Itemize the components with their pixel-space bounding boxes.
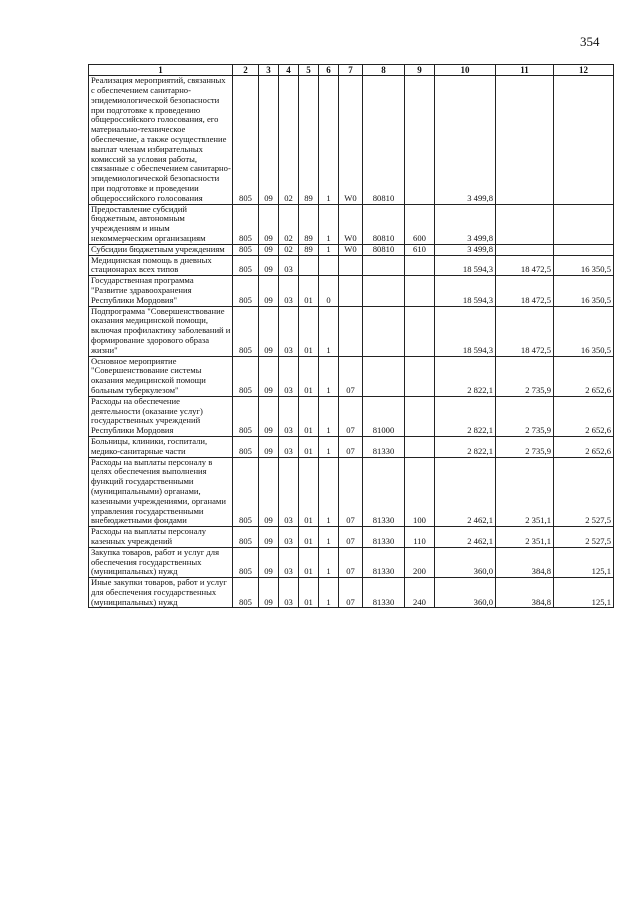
cell-col-11: 18 472,5 [496, 276, 554, 306]
cell-col-11: 18 472,5 [496, 255, 554, 276]
row-name: Расходы на выплаты персоналу казенных учреждений [89, 527, 233, 548]
cell-col-3: 09 [259, 255, 279, 276]
row-name: Расходы на выплаты персоналу в целях обеспечения выполнения функций государственными (муниципальными) органами, казенными учреждениями, органами управления государственными внебюджетными фондами [89, 457, 233, 527]
cell-col-12: 125,1 [554, 578, 614, 608]
cell-col-8: 80810 [363, 244, 405, 255]
col-header: 10 [435, 65, 496, 76]
cell-col-2: 805 [233, 276, 259, 306]
table-body [89, 76, 614, 608]
cell-col-6: 0 [319, 276, 339, 306]
cell-col-12: 2 652,6 [554, 396, 614, 436]
cell-col-5: 01 [299, 547, 319, 577]
cell-col-6: 1 [319, 436, 339, 457]
cell-col-7: 07 [339, 527, 363, 548]
cell-col-4: 03 [279, 578, 299, 608]
cell-col-8: 81330 [363, 436, 405, 457]
cell-col-2: 805 [233, 396, 259, 436]
cell-col-10: 3 499,8 [435, 204, 496, 244]
cell-col-5 [299, 255, 319, 276]
cell-col-5: 01 [299, 457, 319, 527]
cell-col-6: 1 [319, 578, 339, 608]
cell-col-4: 03 [279, 527, 299, 548]
col-header: 3 [259, 65, 279, 76]
col-header: 11 [496, 65, 554, 76]
table-row [89, 527, 614, 548]
cell-col-9: 240 [405, 578, 435, 608]
cell-col-8: 80810 [363, 76, 405, 204]
cell-col-12: 16 350,5 [554, 306, 614, 356]
cell-col-10: 2 822,1 [435, 436, 496, 457]
cell-col-12: 125,1 [554, 547, 614, 577]
cell-col-5: 01 [299, 276, 319, 306]
cell-col-11: 18 472,5 [496, 306, 554, 356]
cell-col-9: 610 [405, 244, 435, 255]
cell-col-9 [405, 356, 435, 396]
cell-col-3: 09 [259, 457, 279, 527]
cell-col-5: 01 [299, 306, 319, 356]
cell-col-3: 09 [259, 396, 279, 436]
cell-col-8 [363, 306, 405, 356]
row-name: Подпрограмма "Совершенствование оказания медицинской помощи, включая профилактику заболеваний и формирование здорового образа жизни" [89, 306, 233, 356]
cell-col-3: 09 [259, 547, 279, 577]
table-row [89, 396, 614, 436]
row-name: Расходы на обеспечение деятельности (оказание услуг) государственных учреждений Республики Мордовия [89, 396, 233, 436]
cell-col-9: 110 [405, 527, 435, 548]
cell-col-10: 3 499,8 [435, 244, 496, 255]
cell-col-2: 805 [233, 306, 259, 356]
cell-col-3: 09 [259, 527, 279, 548]
cell-col-9 [405, 306, 435, 356]
cell-col-8: 81330 [363, 547, 405, 577]
cell-col-2: 805 [233, 527, 259, 548]
cell-col-7: 07 [339, 547, 363, 577]
row-name: Предоставление субсидий бюджетным, автономным учреждениям и иным некоммерческим организациям [89, 204, 233, 244]
cell-col-12 [554, 76, 614, 204]
table-row [89, 276, 614, 306]
cell-col-12: 16 350,5 [554, 276, 614, 306]
cell-col-12: 2 652,6 [554, 356, 614, 396]
table-row [89, 255, 614, 276]
cell-col-7: W0 [339, 244, 363, 255]
cell-col-9: 100 [405, 457, 435, 527]
cell-col-11: 2 735,9 [496, 356, 554, 396]
cell-col-10: 360,0 [435, 547, 496, 577]
cell-col-12: 2 527,5 [554, 457, 614, 527]
row-name: Субсидии бюджетным учреждениям [89, 244, 233, 255]
cell-col-11 [496, 244, 554, 255]
cell-col-9: 600 [405, 204, 435, 244]
cell-col-3: 09 [259, 204, 279, 244]
cell-col-7: 07 [339, 356, 363, 396]
cell-col-9 [405, 255, 435, 276]
cell-col-2: 805 [233, 547, 259, 577]
cell-col-3: 09 [259, 76, 279, 204]
table-row [89, 547, 614, 577]
cell-col-10: 2 462,1 [435, 527, 496, 548]
cell-col-6: 1 [319, 457, 339, 527]
budget-table [88, 64, 614, 608]
cell-col-8: 81330 [363, 578, 405, 608]
table-row [89, 306, 614, 356]
cell-col-4: 03 [279, 547, 299, 577]
cell-col-6: 1 [319, 527, 339, 548]
cell-col-5: 01 [299, 396, 319, 436]
cell-col-6: 1 [319, 306, 339, 356]
table-row [89, 76, 614, 204]
cell-col-9: 200 [405, 547, 435, 577]
cell-col-11: 2 351,1 [496, 527, 554, 548]
cell-col-9 [405, 436, 435, 457]
cell-col-6: 1 [319, 76, 339, 204]
table-row [89, 436, 614, 457]
cell-col-6: 1 [319, 244, 339, 255]
table-row [89, 204, 614, 244]
cell-col-6: 1 [319, 547, 339, 577]
row-name: Государственная программа "Развитие здравоохранения Республики Мордовия" [89, 276, 233, 306]
cell-col-2: 805 [233, 255, 259, 276]
cell-col-6: 1 [319, 396, 339, 436]
cell-col-10: 2 822,1 [435, 396, 496, 436]
cell-col-8: 81330 [363, 527, 405, 548]
cell-col-7: 07 [339, 436, 363, 457]
cell-col-11: 2 735,9 [496, 396, 554, 436]
cell-col-8: 81330 [363, 457, 405, 527]
cell-col-12 [554, 204, 614, 244]
cell-col-5: 01 [299, 436, 319, 457]
cell-col-10: 2 822,1 [435, 356, 496, 396]
cell-col-11 [496, 204, 554, 244]
cell-col-8: 81000 [363, 396, 405, 436]
cell-col-2: 805 [233, 457, 259, 527]
cell-col-7: 07 [339, 396, 363, 436]
col-header: 2 [233, 65, 259, 76]
cell-col-3: 09 [259, 244, 279, 255]
col-header: 5 [299, 65, 319, 76]
cell-col-4: 03 [279, 356, 299, 396]
cell-col-7: W0 [339, 76, 363, 204]
row-name: Реализация мероприятий, связанных с обеспечением санитарно-эпидемиологической безопасности при подготовке к проведению общероссийского голосования, его материально-техническое обеспечение, а также осуществление выплат членам избирательных комиссий за условия работы, связанные с обеспечением санитарно-эпидемиологической безопасности при подготовке и проведении общероссийского голосования [89, 76, 233, 204]
row-name: Закупка товаров, работ и услуг для обеспечения государственных (муниципальных) нужд [89, 547, 233, 577]
cell-col-8 [363, 255, 405, 276]
cell-col-8: 80810 [363, 204, 405, 244]
cell-col-4: 03 [279, 255, 299, 276]
cell-col-5: 01 [299, 527, 319, 548]
cell-col-2: 805 [233, 244, 259, 255]
cell-col-4: 03 [279, 396, 299, 436]
cell-col-9 [405, 396, 435, 436]
cell-col-7 [339, 306, 363, 356]
cell-col-9 [405, 276, 435, 306]
cell-col-10: 18 594,3 [435, 306, 496, 356]
cell-col-3: 09 [259, 578, 279, 608]
cell-col-4: 03 [279, 457, 299, 527]
cell-col-4: 03 [279, 306, 299, 356]
cell-col-11: 384,8 [496, 578, 554, 608]
cell-col-2: 805 [233, 76, 259, 204]
cell-col-5: 89 [299, 244, 319, 255]
cell-col-2: 805 [233, 356, 259, 396]
col-header: 6 [319, 65, 339, 76]
cell-col-3: 09 [259, 356, 279, 396]
row-name: Медицинская помощь в дневных стационарах всех типов [89, 255, 233, 276]
cell-col-4: 03 [279, 276, 299, 306]
cell-col-4: 02 [279, 244, 299, 255]
cell-col-11: 384,8 [496, 547, 554, 577]
page-number: 354 [580, 34, 600, 49]
cell-col-6 [319, 255, 339, 276]
table-row [89, 578, 614, 608]
cell-col-4: 02 [279, 204, 299, 244]
col-header: 1 [89, 65, 233, 76]
cell-col-9 [405, 76, 435, 204]
cell-col-4: 03 [279, 436, 299, 457]
table-row [89, 356, 614, 396]
row-name: Больницы, клиники, госпитали, медико-санитарные части [89, 436, 233, 457]
cell-col-5: 89 [299, 76, 319, 204]
cell-col-2: 805 [233, 204, 259, 244]
col-header: 12 [554, 65, 614, 76]
row-name: Иные закупки товаров, работ и услуг для обеспечения государственных (муниципальных) нужд [89, 578, 233, 608]
cell-col-7: W0 [339, 204, 363, 244]
cell-col-3: 09 [259, 306, 279, 356]
col-header: 8 [363, 65, 405, 76]
cell-col-4: 02 [279, 76, 299, 204]
cell-col-3: 09 [259, 276, 279, 306]
col-header: 7 [339, 65, 363, 76]
cell-col-11: 2 351,1 [496, 457, 554, 527]
cell-col-10: 18 594,3 [435, 255, 496, 276]
header-row [89, 65, 614, 76]
cell-col-6: 1 [319, 204, 339, 244]
cell-col-11: 2 735,9 [496, 436, 554, 457]
table-row [89, 457, 614, 527]
cell-col-6: 1 [319, 356, 339, 396]
cell-col-12: 2 527,5 [554, 527, 614, 548]
row-name: Основное мероприятие "Совершенствование системы оказания медицинской помощи больным туберкулезом" [89, 356, 233, 396]
cell-col-5: 89 [299, 204, 319, 244]
col-header: 9 [405, 65, 435, 76]
cell-col-10: 18 594,3 [435, 276, 496, 306]
cell-col-8 [363, 356, 405, 396]
cell-col-2: 805 [233, 578, 259, 608]
cell-col-5: 01 [299, 578, 319, 608]
cell-col-11 [496, 76, 554, 204]
table-row [89, 244, 614, 255]
cell-col-10: 360,0 [435, 578, 496, 608]
cell-col-3: 09 [259, 436, 279, 457]
cell-col-7: 07 [339, 578, 363, 608]
cell-col-7 [339, 276, 363, 306]
cell-col-2: 805 [233, 436, 259, 457]
cell-col-12: 2 652,6 [554, 436, 614, 457]
cell-col-7 [339, 255, 363, 276]
cell-col-12 [554, 244, 614, 255]
cell-col-12: 16 350,5 [554, 255, 614, 276]
col-header: 4 [279, 65, 299, 76]
cell-col-5: 01 [299, 356, 319, 396]
cell-col-10: 2 462,1 [435, 457, 496, 527]
cell-col-10: 3 499,8 [435, 76, 496, 204]
cell-col-8 [363, 276, 405, 306]
cell-col-7: 07 [339, 457, 363, 527]
